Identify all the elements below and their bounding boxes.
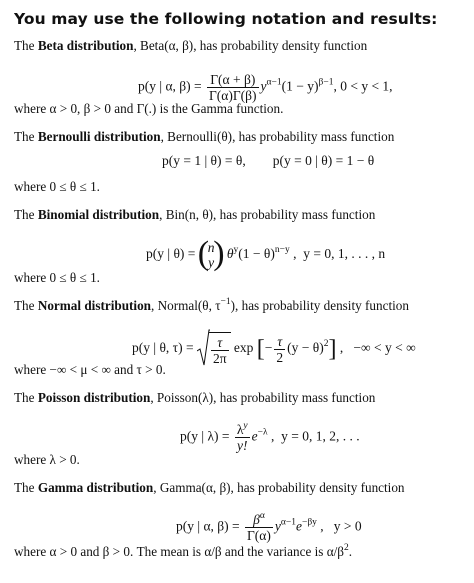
- gamma-formula: [176, 512, 362, 543]
- beta-intro: [14, 38, 367, 54]
- binomial-pre: The: [14, 207, 38, 222]
- binom-top: n: [207, 240, 215, 255]
- bernoulli-post: , Bernoulli(θ), has probability mass function: [160, 129, 395, 144]
- gamma-fraction: [245, 512, 273, 543]
- binomial-coefficient: [197, 235, 225, 272]
- normal-range: , −∞ < y < ∞: [336, 340, 416, 356]
- beta-where: where α > 0, β > 0 and Γ(.) is the Gamma function.: [14, 101, 284, 116]
- gamma-rhs-y: y: [274, 518, 281, 534]
- beta-rhs-exp1: α−1: [266, 77, 282, 88]
- normal-post-end: ), has probability density function: [230, 298, 409, 313]
- sqrt-den: 2π: [212, 351, 227, 366]
- normal-formula: [132, 332, 416, 366]
- inner-den: 2: [276, 349, 284, 365]
- left-paren: (: [197, 235, 210, 272]
- beta-pre: The: [14, 38, 38, 53]
- gamma-rhs-exp1: α−1: [280, 517, 296, 528]
- gamma-intro: [14, 480, 405, 496]
- bernoulli-intro: [14, 129, 394, 145]
- right-bracket: ]: [328, 336, 337, 362]
- normal-where: where −∞ < μ < ∞ and τ > 0.: [14, 362, 166, 377]
- beta-fraction: [207, 72, 259, 103]
- gamma-rhs-e: e: [295, 518, 302, 534]
- beta-formula: [138, 72, 393, 103]
- sqrt-num: τ: [217, 335, 223, 350]
- left-bracket: [: [256, 336, 265, 362]
- bernoulli-where: where 0 ≤ θ ≤ 1.: [14, 179, 100, 194]
- poisson-formula: [180, 422, 360, 453]
- poisson-lhs: p(y | λ) =: [180, 428, 233, 444]
- gamma-where-text: where α > 0 and β > 0. The mean is α/β and the variance is α/β: [14, 544, 345, 559]
- normal-intro: [14, 298, 409, 314]
- binomial-rhs-mid: (1 − θ): [238, 246, 275, 262]
- sqrt-body: [209, 332, 231, 366]
- binomial-name: Binomial distribution: [37, 207, 160, 222]
- poisson-range: , y = 0, 1, 2, . . .: [267, 428, 360, 444]
- binomial-range: , y = 0, 1, . . . , n: [289, 246, 386, 262]
- inner-minus: −: [264, 340, 273, 356]
- inner-rhs: (y − θ): [287, 340, 324, 356]
- bernoulli-formula: p(y = 1 | θ) = θ, p(y = 0 | θ) = 1 − θ: [162, 153, 375, 168]
- binomial-intro: [14, 207, 375, 223]
- normal-post-exp: −1: [220, 297, 231, 307]
- binomial-formula: [146, 235, 386, 272]
- poisson-rhs-exp: −λ: [257, 427, 268, 438]
- beta-range: , 0 < y < 1,: [333, 78, 393, 94]
- poisson-num-exp: y: [243, 421, 248, 431]
- gamma-where: [14, 544, 352, 560]
- inner-num: τ: [277, 333, 283, 349]
- poisson-frac-den: y!: [235, 437, 250, 453]
- page-heading: You may use the following notation and results:: [14, 10, 438, 28]
- right-paren: ): [213, 235, 225, 272]
- inner-fraction: [274, 334, 285, 365]
- beta-rhs-mid: (1 − y): [281, 78, 319, 94]
- gamma-frac-den: Γ(α): [247, 528, 271, 543]
- bernoulli-pre: The: [14, 129, 38, 144]
- radical-icon: [197, 329, 210, 367]
- normal-post: , Normal(θ, τ: [151, 298, 221, 313]
- bernoulli-name: Bernoulli distribution: [37, 129, 161, 144]
- binomial-rhs-exp2: n−y: [274, 245, 290, 256]
- binomial-rhs-theta: θ: [226, 246, 234, 262]
- beta-rhs-y: y: [260, 78, 267, 94]
- poisson-intro: [14, 390, 375, 406]
- gamma-where-end: .: [348, 544, 353, 559]
- poisson-name: Poisson distribution: [37, 390, 151, 405]
- normal-pre: The: [14, 298, 38, 313]
- sqrt-fraction: [211, 335, 229, 366]
- gamma-lhs: p(y | α, β) =: [176, 518, 243, 534]
- beta-name: Beta distribution: [37, 38, 134, 53]
- poisson-pre: The: [14, 390, 38, 405]
- binomial-lhs: p(y | θ) =: [146, 246, 199, 262]
- binom-bottom: y: [208, 255, 215, 270]
- gamma-num-exp: α: [259, 511, 265, 521]
- poisson-post: , Poisson(λ), has probability mass function: [150, 390, 376, 405]
- gamma-num-base: β: [253, 512, 260, 527]
- poisson-rhs-e: e: [251, 428, 258, 444]
- poisson-where: where λ > 0.: [14, 452, 80, 467]
- normal-name: Normal distribution: [37, 298, 152, 313]
- exp-word: exp: [230, 340, 257, 356]
- binomial-post: , Bin(n, θ), has probability mass function: [159, 207, 376, 222]
- inner-exp: 2: [323, 339, 329, 350]
- gamma-range: , y > 0: [316, 518, 362, 534]
- poisson-frac-num: [235, 422, 250, 437]
- gamma-pre: The: [14, 480, 38, 495]
- poisson-num-base: λ: [236, 422, 244, 437]
- gamma-name: Gamma distribution: [37, 480, 154, 495]
- gamma-frac-num: [245, 512, 273, 527]
- beta-rhs-exp2: β−1: [318, 77, 334, 88]
- beta-frac-num: Γ(α + β): [210, 72, 256, 87]
- gamma-post: , Gamma(α, β), has probability density function: [153, 480, 405, 495]
- poisson-fraction: [235, 422, 250, 453]
- beta-frac-den: Γ(α)Γ(β): [209, 88, 257, 103]
- gamma-rhs-exp2: −βy: [301, 517, 317, 528]
- beta-post: , Beta(α, β), has probability density function: [133, 38, 368, 53]
- gamma-where-exp: 2: [344, 543, 349, 553]
- sqrt-sign: [197, 332, 231, 366]
- normal-lhs: p(y | θ, τ) =: [132, 340, 197, 356]
- binomial-where: where 0 ≤ θ ≤ 1.: [14, 270, 100, 285]
- beta-lhs: p(y | α, β) =: [138, 78, 205, 94]
- binomial-rhs-exp1: y: [233, 245, 239, 256]
